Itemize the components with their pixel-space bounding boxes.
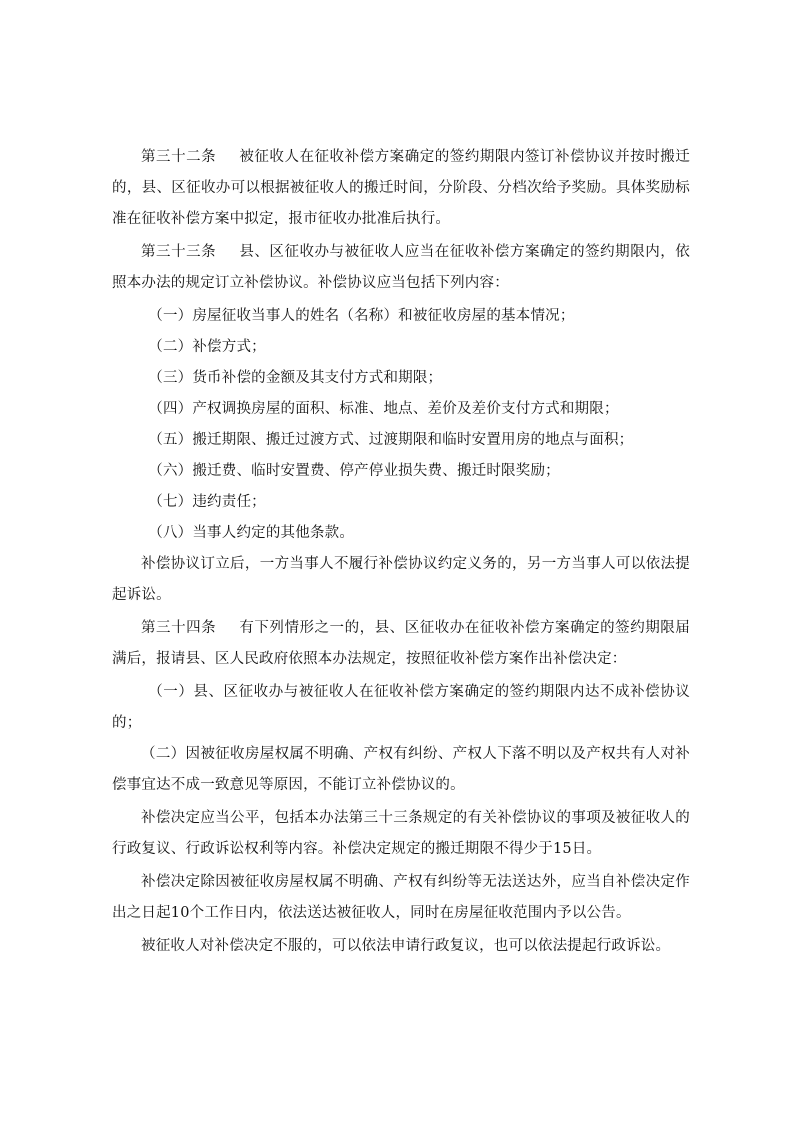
article-33-item-4: （四）产权调换房屋的面积、标准、地点、差价及差价支付方式和期限； [148,401,619,417]
article-34-para-2: 补偿决定除因被征收房屋权属不明确、产权有纠纷等无法送达外，应当自补偿决定作出之日起10个工作日内，依法送达被征收人，同时在房屋征收范围内予以公告。 [112,874,690,921]
article-34 [112,613,690,675]
article-34-text: 有下列情形之一的，县、区征收办在征收补偿方案确定的签约期限届满后，报请县、区人民政府依照本办法规定，按照征收补偿方案作出补偿决定： [112,620,691,667]
article-34-para-3: 被征收人对补偿决定不服的，可以依法申请行政复议，也可以依法提起行政诉讼。 [141,938,671,954]
article-33-item-8: （八）当事人约定的其他条款。 [148,525,355,541]
article-33-number: 第三十三条 [141,244,217,260]
article-33-item-6: （六）搬迁费、临时安置费、停产停业损失费、搬迁时限奖励； [148,463,560,479]
article-33-item-1: （一）房屋征收当事人的姓名（名称）和被征收房屋的基本情况； [148,308,575,324]
article-34-number: 第三十四条 [141,620,217,636]
article-33-item-5: （五）搬迁期限、搬迁过渡方式、过渡期限和临时安置用房的地点与面积； [148,432,634,448]
article-33-item-7: （七）违约责任； [148,494,266,510]
article-32-number: 第三十二条 [141,149,217,165]
article-32 [112,142,690,235]
article-33-item-3: （三）货币补偿的金额及其支付方式和期限； [148,370,443,386]
article-33-closing: 补偿协议订立后，一方当事人不履行补偿协议约定义务的，另一方当事人可以依法提起诉讼。 [112,556,690,603]
article-34-item-2: （二）因被征收房屋权属不明确、产权有纠纷、产权人下落不明以及产权共有人对补偿事宜达不成一致意见等原因，不能订立补偿协议的。 [112,746,690,793]
article-34-item-1: （一）县、区征收办与被征收人在征收补偿方案确定的签约期限内达不成补偿协议的； [112,684,690,731]
article-33-text: 县、区征收办与被征收人应当在征收补偿方案确定的签约期限内，依照本办法的规定订立补偿协议。补偿协议应当包括下列内容： [112,244,691,291]
article-34-para-1: 补偿决定应当公平，包括本办法第三十三条规定的有关补偿协议的事项及被征收人的行政复议、行政诉讼权利等内容。补偿决定规定的搬迁期限不得少于15日。 [112,810,690,857]
article-33 [112,237,690,299]
document-body [112,142,690,962]
article-32-text: 被征收人在征收补偿方案确定的签约期限内签订补偿协议并按时搬迁的，县、区征收办可以根据被征收人的搬迁时间，分阶段、分档次给予奖励。具体奖励标准在征收补偿方案中拟定，报市征收办批准后执行。 [112,149,691,227]
article-33-item-2: （二）补偿方式； [148,339,266,355]
